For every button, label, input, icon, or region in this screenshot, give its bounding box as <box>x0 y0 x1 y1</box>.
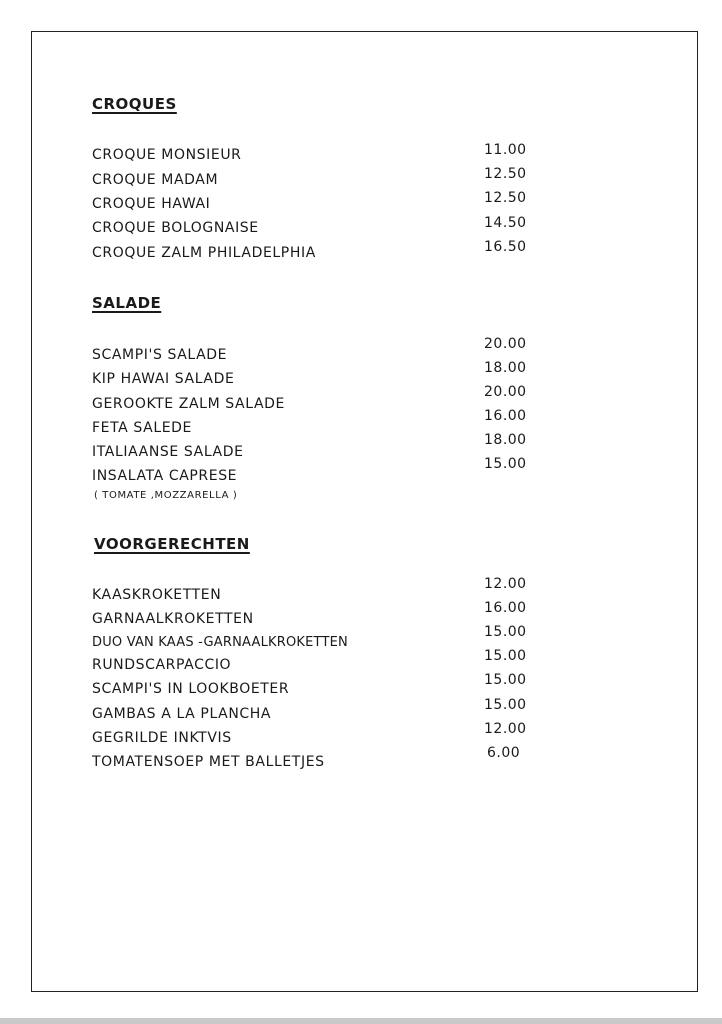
menu-item-price: 15.00 <box>484 697 527 713</box>
page-edge <box>0 1018 722 1024</box>
menu-item-price: 15.00 <box>484 672 527 688</box>
menu-item-name: INSALATA CAPRESE <box>92 468 238 484</box>
menu-item-name: DUO VAN KAAS -GARNAALKROKETTEN <box>92 635 348 650</box>
menu-item-name: FETA SALEDE <box>92 420 192 436</box>
menu-item-name: TOMATENSOEP MET BALLETJES <box>92 754 325 770</box>
menu-item-name: CROQUE BOLOGNAISE <box>92 220 259 236</box>
section-heading-salade: SALADE <box>92 294 162 312</box>
menu-item-price: 11.00 <box>484 142 527 158</box>
menu-item-price: 16.00 <box>484 600 527 616</box>
menu-item-price: 18.00 <box>484 432 527 448</box>
menu-item-name: GEGRILDE INKTVIS <box>92 730 232 746</box>
section-heading-voorgerechten: VOORGERECHTEN <box>94 535 250 553</box>
menu-item-name: ITALIAANSE SALADE <box>92 444 244 460</box>
menu-item-name: SCAMPI'S SALADE <box>92 347 228 363</box>
menu-item-price: 15.00 <box>484 624 527 640</box>
menu-item-name: CROQUE ZALM PHILADELPHIA <box>92 245 316 261</box>
menu-item-price: 12.00 <box>484 721 527 737</box>
section-heading-croques: CROQUES <box>92 95 177 113</box>
menu-item-name: RUNDSCARPACCIO <box>92 657 232 673</box>
menu-item-price: 6.00 <box>487 745 521 761</box>
menu-item-price: 12.00 <box>484 576 527 592</box>
menu-item-name: GARNAALKROKETTEN <box>92 611 254 627</box>
menu-item-name: CROQUE MADAM <box>92 172 219 188</box>
menu-item-price: 18.00 <box>484 360 527 376</box>
menu-item-price: 20.00 <box>484 336 527 352</box>
menu-item-price: 15.00 <box>484 456 527 472</box>
menu-item-name: SCAMPI'S IN LOOKBOETER <box>92 681 290 697</box>
menu-item-name: CROQUE HAWAI <box>92 196 211 212</box>
menu-item-name: GEROOKTE ZALM SALADE <box>92 396 285 412</box>
menu-item-price: 16.50 <box>484 239 527 255</box>
menu-item-name: KIP HAWAI SALADE <box>92 371 235 387</box>
menu-item-name: GAMBAS A LA PLANCHA <box>92 706 272 722</box>
menu-item-price: 15.00 <box>484 648 527 664</box>
menu-item-price: 14.50 <box>484 215 527 231</box>
menu-item-name: KAASKROKETTEN <box>92 587 222 603</box>
menu-item-price: 16.00 <box>484 408 527 424</box>
menu-item-name: CROQUE MONSIEUR <box>92 147 242 163</box>
menu-item-price: 20.00 <box>484 384 527 400</box>
menu-item-price: 12.50 <box>484 166 527 182</box>
menu-item-price: 12.50 <box>484 190 527 206</box>
menu-item-note: ( TOMATE ,MOZZARELLA ) <box>94 490 238 501</box>
